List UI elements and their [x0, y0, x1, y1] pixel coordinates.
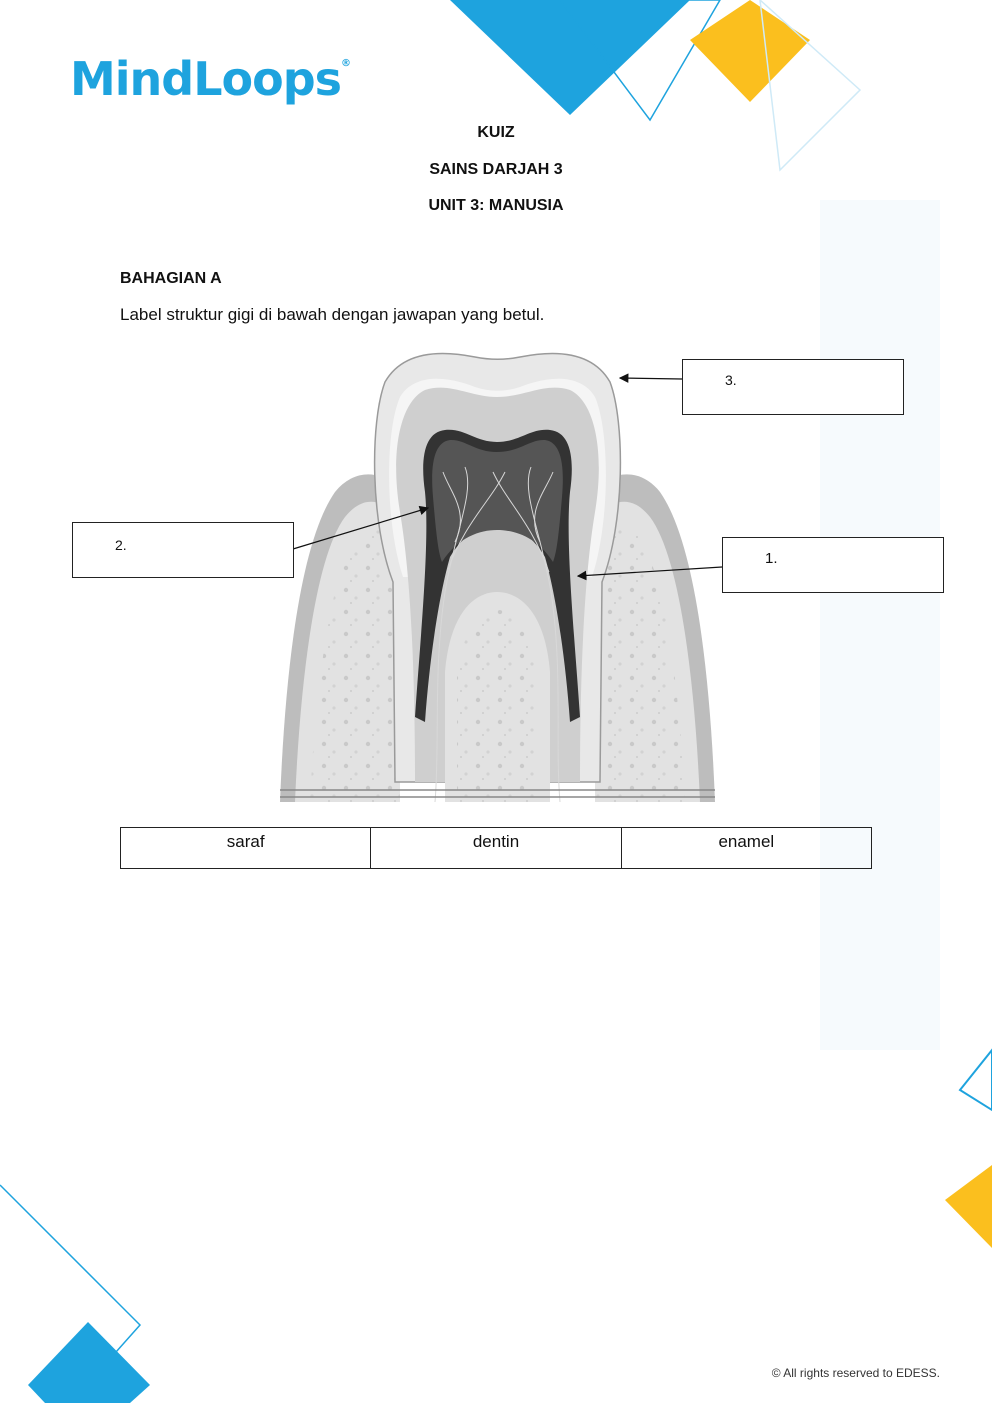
answer-choice-3: enamel: [621, 828, 871, 869]
unit-title: UNIT 3: MANUSIA: [428, 197, 564, 214]
answer-row: [121, 828, 872, 869]
instruction-text: Label struktur gigi di bawah dengan jawapan yang betul.: [120, 305, 545, 324]
section-heading: BAHAGIAN A: [120, 270, 222, 287]
yellow-diamond-top: [690, 0, 810, 102]
copyright-text: © All rights reserved to EDESS.: [771, 1366, 940, 1380]
label-box-3[interactable]: [682, 359, 904, 415]
registered-mark: ®: [341, 58, 351, 69]
label-box-1[interactable]: [722, 537, 944, 593]
label-number-2: 2.: [115, 537, 127, 553]
label-box-2[interactable]: [72, 522, 294, 578]
mindloops-logo: [70, 52, 350, 106]
logo-text: MindLoops: [70, 52, 342, 106]
subject-title: SAINS DARJAH 3: [429, 161, 563, 178]
faint-pattern: [820, 200, 940, 1050]
blue-triangle-top: [450, 0, 690, 115]
answer-choice-1: saraf: [121, 828, 371, 869]
answer-choice-2: dentin: [371, 828, 621, 869]
yellow-shape-right: [945, 1165, 992, 1248]
tooth-diagram: [275, 342, 720, 810]
label-number-1: 1.: [765, 550, 778, 567]
label-number-3: 3.: [725, 372, 737, 388]
quiz-title: KUIZ: [477, 124, 515, 141]
answer-choices-table: [120, 827, 872, 869]
outline-shape-right-2: [960, 1050, 992, 1110]
